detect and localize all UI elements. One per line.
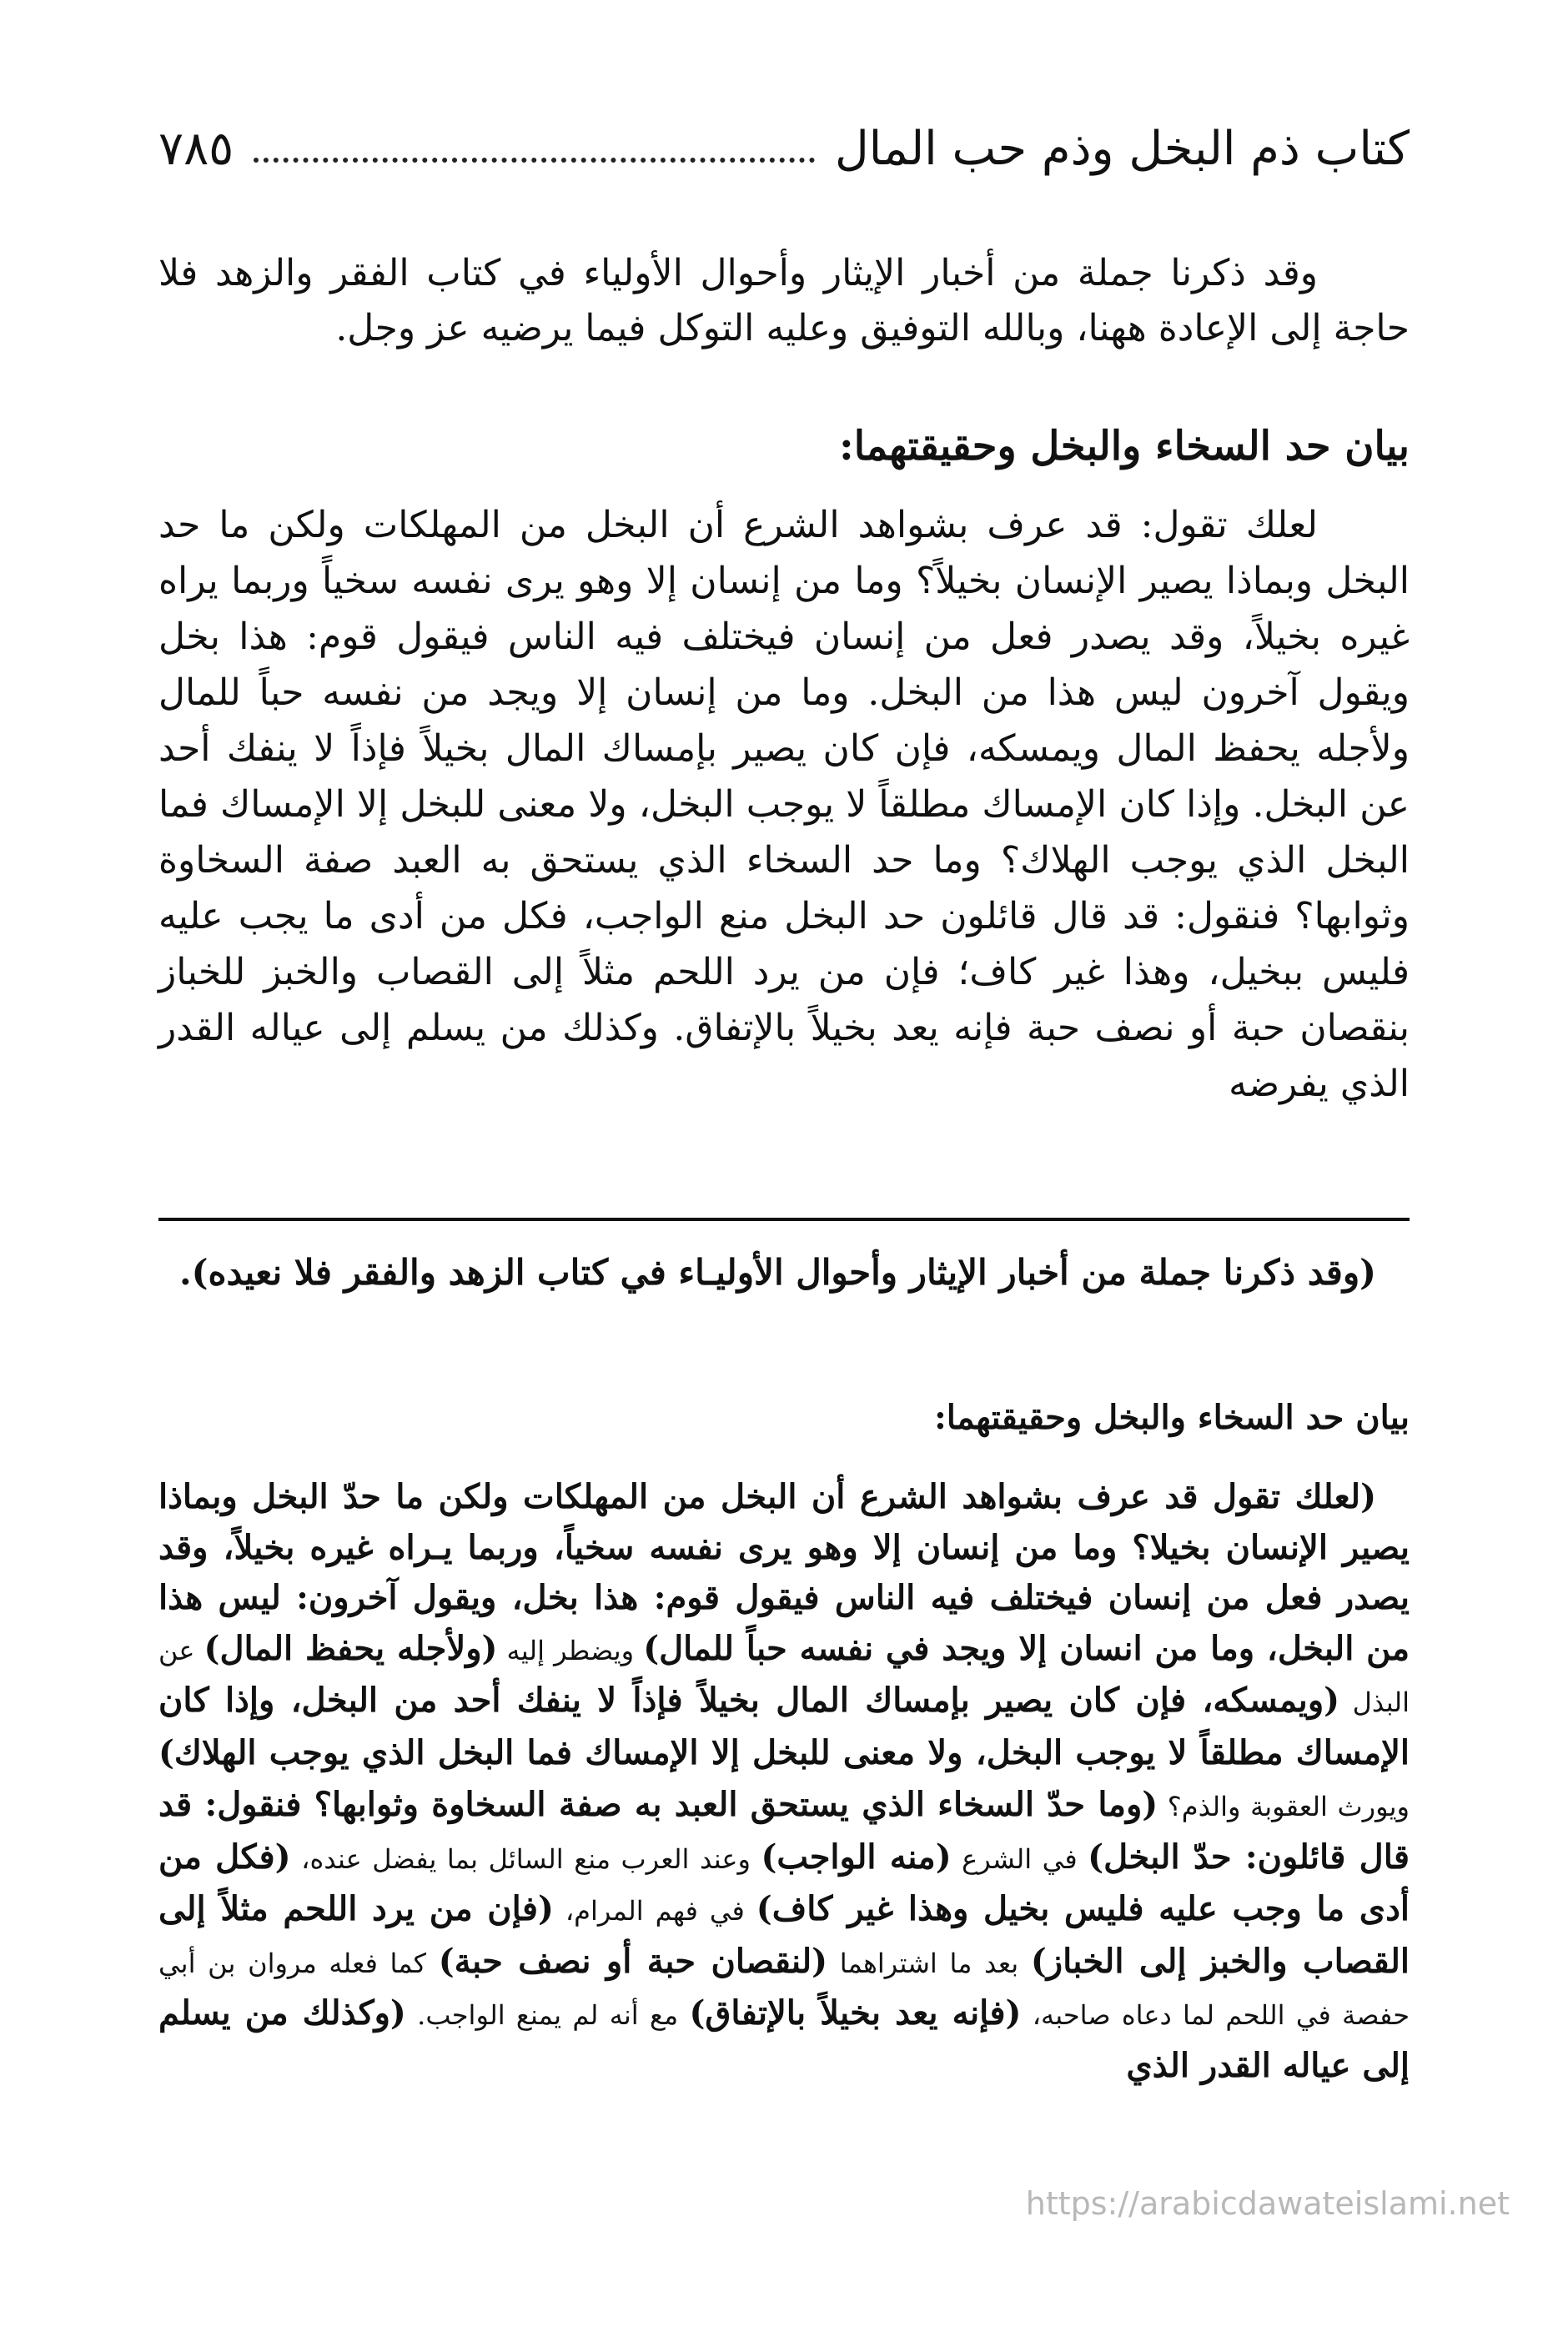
commentary-text-segment: وعند العرب منع السائل بما يفضل عنده، xyxy=(290,1842,761,1875)
commentary-text-segment: عن البذل xyxy=(158,1634,1410,1718)
quoted-text-segment: (لعلك تقول قد عرف بشواهد الشرع أن البخل من المهلكات ولكن ما حدّ البخل وبماذا يصير الإنسان بخيلا؟ وما من إنسان إلا وهو يرى نفسه سخياً، وربما يـراه غيره بخيلاً، وقد يصدر فعل من إنسان فيختلف فيه الناس فيقول قوم: هذا بخل، ويقول آخرون: ليس هذا من البخل، وما من انسان إلا ويجد في نفسه حباً للمال) xyxy=(158,1477,1410,1668)
commentary-text-segment: كما فعله مروان بن أبي حفصة في اللحم لما دعاه صاحبه، xyxy=(158,1947,1410,2031)
quoted-text-segment: (فإن من يرد اللحم مثلاً إلى القصاب والخبز إلى الخباز) xyxy=(158,1889,1410,1981)
quoted-text-segment: (فإنه يعد بخيلاً بالإتفاق) xyxy=(689,1993,1022,2033)
commentary-text-segment: في فهم المرام، xyxy=(553,1895,756,1927)
commentary-text-segment: بعد ما اشتراهما xyxy=(827,1947,1031,1979)
running-title: كتاب ذم البخل وذم حب المال xyxy=(834,121,1410,176)
main-paragraph-1 xyxy=(158,246,1410,356)
quoted-text-segment: (ويمسكه، فإن كان يصير بإمساك المال بخيلاً فإذاً لا ينفك أحد من البخل، وإذا كان الإمساك مطلقاً لا يوجب البخل، ولا معنى للبخل إلا الإمساك فما البخل الذي يوجب الهلاك) xyxy=(158,1681,1410,1772)
commentary-heading xyxy=(158,1393,1410,1443)
commentary-text-segment: ويورث العقوبة والذم؟ xyxy=(1158,1791,1410,1822)
quoted-text-segment: (وما حدّ السخاء الذي يستحق العبد به صفة السخاوة وثوابها؟ فنقول: قد قال قائلون: حدّ البخل) xyxy=(158,1785,1410,1877)
commentary-text-segment: ويضطر إليه xyxy=(497,1634,644,1666)
page-number: ٧٨٥ xyxy=(158,121,234,176)
commentary-paragraph-2-text xyxy=(158,1472,1410,2091)
commentary-text-segment: في الشرع xyxy=(951,1842,1088,1875)
footnote-divider xyxy=(158,1218,1410,1221)
section-heading-text: بيان حد السخاء والبخل وحقيقتهما: xyxy=(839,423,1410,470)
site-watermark: https://arabicdawateislami.net xyxy=(1025,2185,1510,2222)
main-paragraph-2-text: لعلك تقول: قد عرف بشواهد الشرع أن البخل من المهلكات ولكن ما حد البخل وبماذا يصير الإنسان بخيلاً؟ وما من إنسان إلا وهو يرى نفسه سخياً وربما يراه غيره بخيلاً، وقد يصدر فعل من إنسان فيختلف فيه الناس فيقول قوم: هذا بخل ويقول آخرون ليس هذا من البخل. وما من إنسان إلا ويجد من نفسه حباً للمال ولأجله يحفظ المال ويمسكه، فإن كان يصير بإمساك المال بخيلاً فإذاً لا ينفك أحد عن البخل. وإذا كان الإمساك مطلقاً لا يوجب البخل، ولا معنى للبخل إلا الإمساك فما البخل الذي يوجب الهلاك؟ وما حد السخاء الذي يستحق به العبد صفة السخاوة وثوابها؟ فنقول: قد قال قائلون حد البخل منع الواجب، فكل من أدى ما يجب عليه فليس ببخيل، وهذا غير كاف؛ فإن من يرد اللحم مثلاً إلى القصاب والخبز للخباز بنقصان حبة أو نصف حبة فإنه يعد بخيلاً بالإتفاق. وكذلك من يسلم إلى عياله القدر الذي يفرضه xyxy=(158,504,1410,1105)
commentary-text-segment: مع أنه لم يمنع الواجب. xyxy=(405,1999,690,2031)
quoted-text-segment: (لنقصان حبة أو نصف حبة) xyxy=(438,1941,828,1981)
quoted-text-segment: (منه الواجب) xyxy=(761,1837,952,1877)
commentary-paragraph-1 xyxy=(158,1246,1410,1299)
commentary-paragraph-2 xyxy=(158,1472,1410,2091)
commentary-paragraph-1-text: (وقد ذكرنا جملة من أخبار الإيثار وأحوال الأوليـاء في كتاب الزهد والفقر فلا نعيده). xyxy=(179,1252,1376,1293)
quoted-text-segment: (ولأجله يحفظ المال) xyxy=(204,1628,498,1668)
quoted-text-segment: (فكل من أدى ما وجب عليه فليس بخيل وهذا غير كاف) xyxy=(158,1837,1410,1928)
main-paragraph-2 xyxy=(158,497,1410,1112)
commentary-heading-text: بيان حد السخاء والبخل وحقيقتهما: xyxy=(934,1398,1410,1437)
section-heading xyxy=(158,415,1410,477)
main-paragraph-1-text: وقد ذكرنا جملة من أخبار الإيثار وأحوال الأولياء في كتاب الفقر والزهد فلا حاجة إلى الإعادة ههنا، وبالله التوفيق وعليه التوكل فيما يرضيه عز وجل. xyxy=(158,252,1410,349)
dotted-leader xyxy=(254,158,815,163)
running-header xyxy=(158,115,1410,182)
quoted-text-segment: (وكذلك من يسلم إلى عياله القدر الذي xyxy=(158,1993,1410,2085)
